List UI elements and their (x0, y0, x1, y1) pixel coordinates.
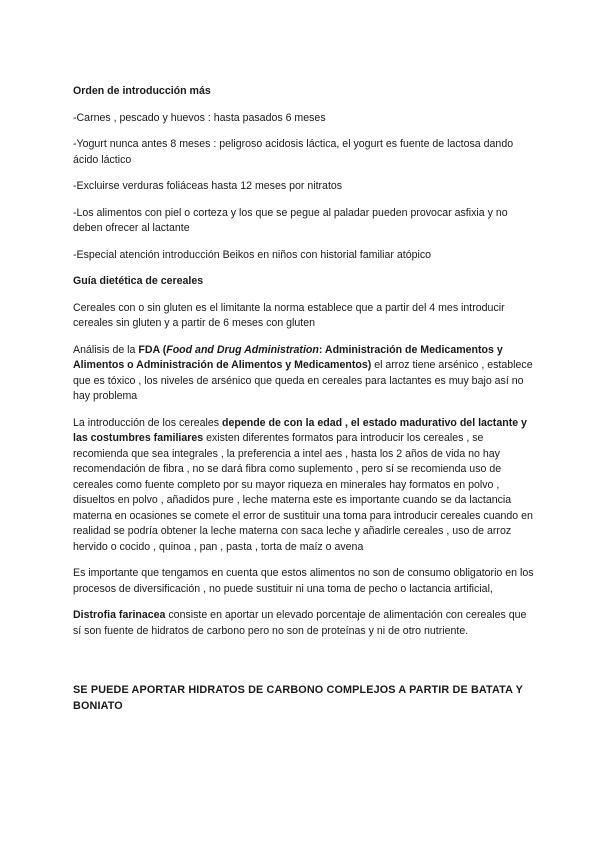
paragraph-introduccion-cereales (73, 416, 535, 556)
intro-bold-text: depende de con la edad , el estado madurativo del lactante y las costumbres familiares (73, 416, 527, 444)
fda-label: FDA ( (138, 343, 167, 356)
list-item: -Carnes , pescado y huevos : hasta pasados 6 meses (73, 111, 326, 124)
intro-pre-text: La introducción de los cereales (73, 416, 222, 429)
distrofia-term: Distrofia farinacea (73, 609, 166, 621)
fda-translation: : Administración de Medicamentos y Alimentos o Administración de Alimentos y Medicamentos) (73, 343, 503, 371)
fda-full-name: Food and Drug Administration (166, 343, 319, 356)
fda-post-text: el arroz tiene arsénico , establece que es tóxico , los niveles de arsénico que queda en cereales para lactantes es muy bajo así no hay problema (73, 359, 533, 402)
paragraph-cereales-gluten: Cereales con o sin gluten es el limitante la norma establece que a partir del 4 mes introducir cereales sin gluten y a partir de 6 meses con gluten (73, 301, 505, 329)
document-page (73, 84, 535, 714)
intro-post-text: existen diferentes formatos para introducir los cereales , se recomienda que sea integrales , la preferencia a intel aes , hasta los 2 años de vida no hay recomendación de fibra , no se dará fibra como suplemento , pero sí se recomienda uso de cereales como fuente completo por su mayor riqueza en minerales hay formatos en polvo , disueltos en polvo , añadidos pure , leche materna este es importante cuando se da lactancia materna en ocasiones se comete el error de sustituir una toma para introducir cereales cuando en realidad se podría obtener la leche materna con saca leche y añadirle cereales , uso de arroz hervido o cocido , quinoa , pan , pasta , torta de maíz o avena (73, 432, 533, 553)
distrofia-definition: consiste en aportar un elevado porcentaje de alimentación con cereales que sí son fuente de hidratos de carbono pero no son de proteínas y ni de otro nutriente. (73, 609, 527, 637)
list-item: -Excluirse verduras foliáceas hasta 12 meses por nitratos (73, 180, 343, 192)
paragraph-distrofia (73, 608, 535, 639)
fda-pre-text: Análisis de la (73, 343, 139, 356)
list-item: -Los alimentos con piel o corteza y los que se pegue al paladar pueden provocar asfixia y no deben ofrecer al lactante (73, 206, 508, 234)
heading-guia-dietetica: Guía dietética de cereales (73, 275, 204, 287)
list-item: -Yogurt nunca antes 8 meses : peligroso acidosis láctica, el yogurt es fuente de lactosa dando ácido láctico (73, 138, 514, 166)
heading-batata-boniato: SE PUEDE APORTAR HIDRATOS DE CARBONO COMPLEJOS A PARTIR DE BATATA Y BONIATO (73, 684, 523, 712)
paragraph-fda (73, 343, 535, 405)
list-item: -Especial atención introducción Beikos en niños con historial familiar atópico (73, 248, 432, 261)
heading-orden-introduccion: Orden de introducción más (73, 85, 211, 97)
paragraph-importante: Es importante que tengamos en cuenta que estos alimentos no son de consumo obligatorio en los procesos de diversificación , no puede sustituir ni una toma de pecho o lactancia artificial, (73, 567, 534, 595)
